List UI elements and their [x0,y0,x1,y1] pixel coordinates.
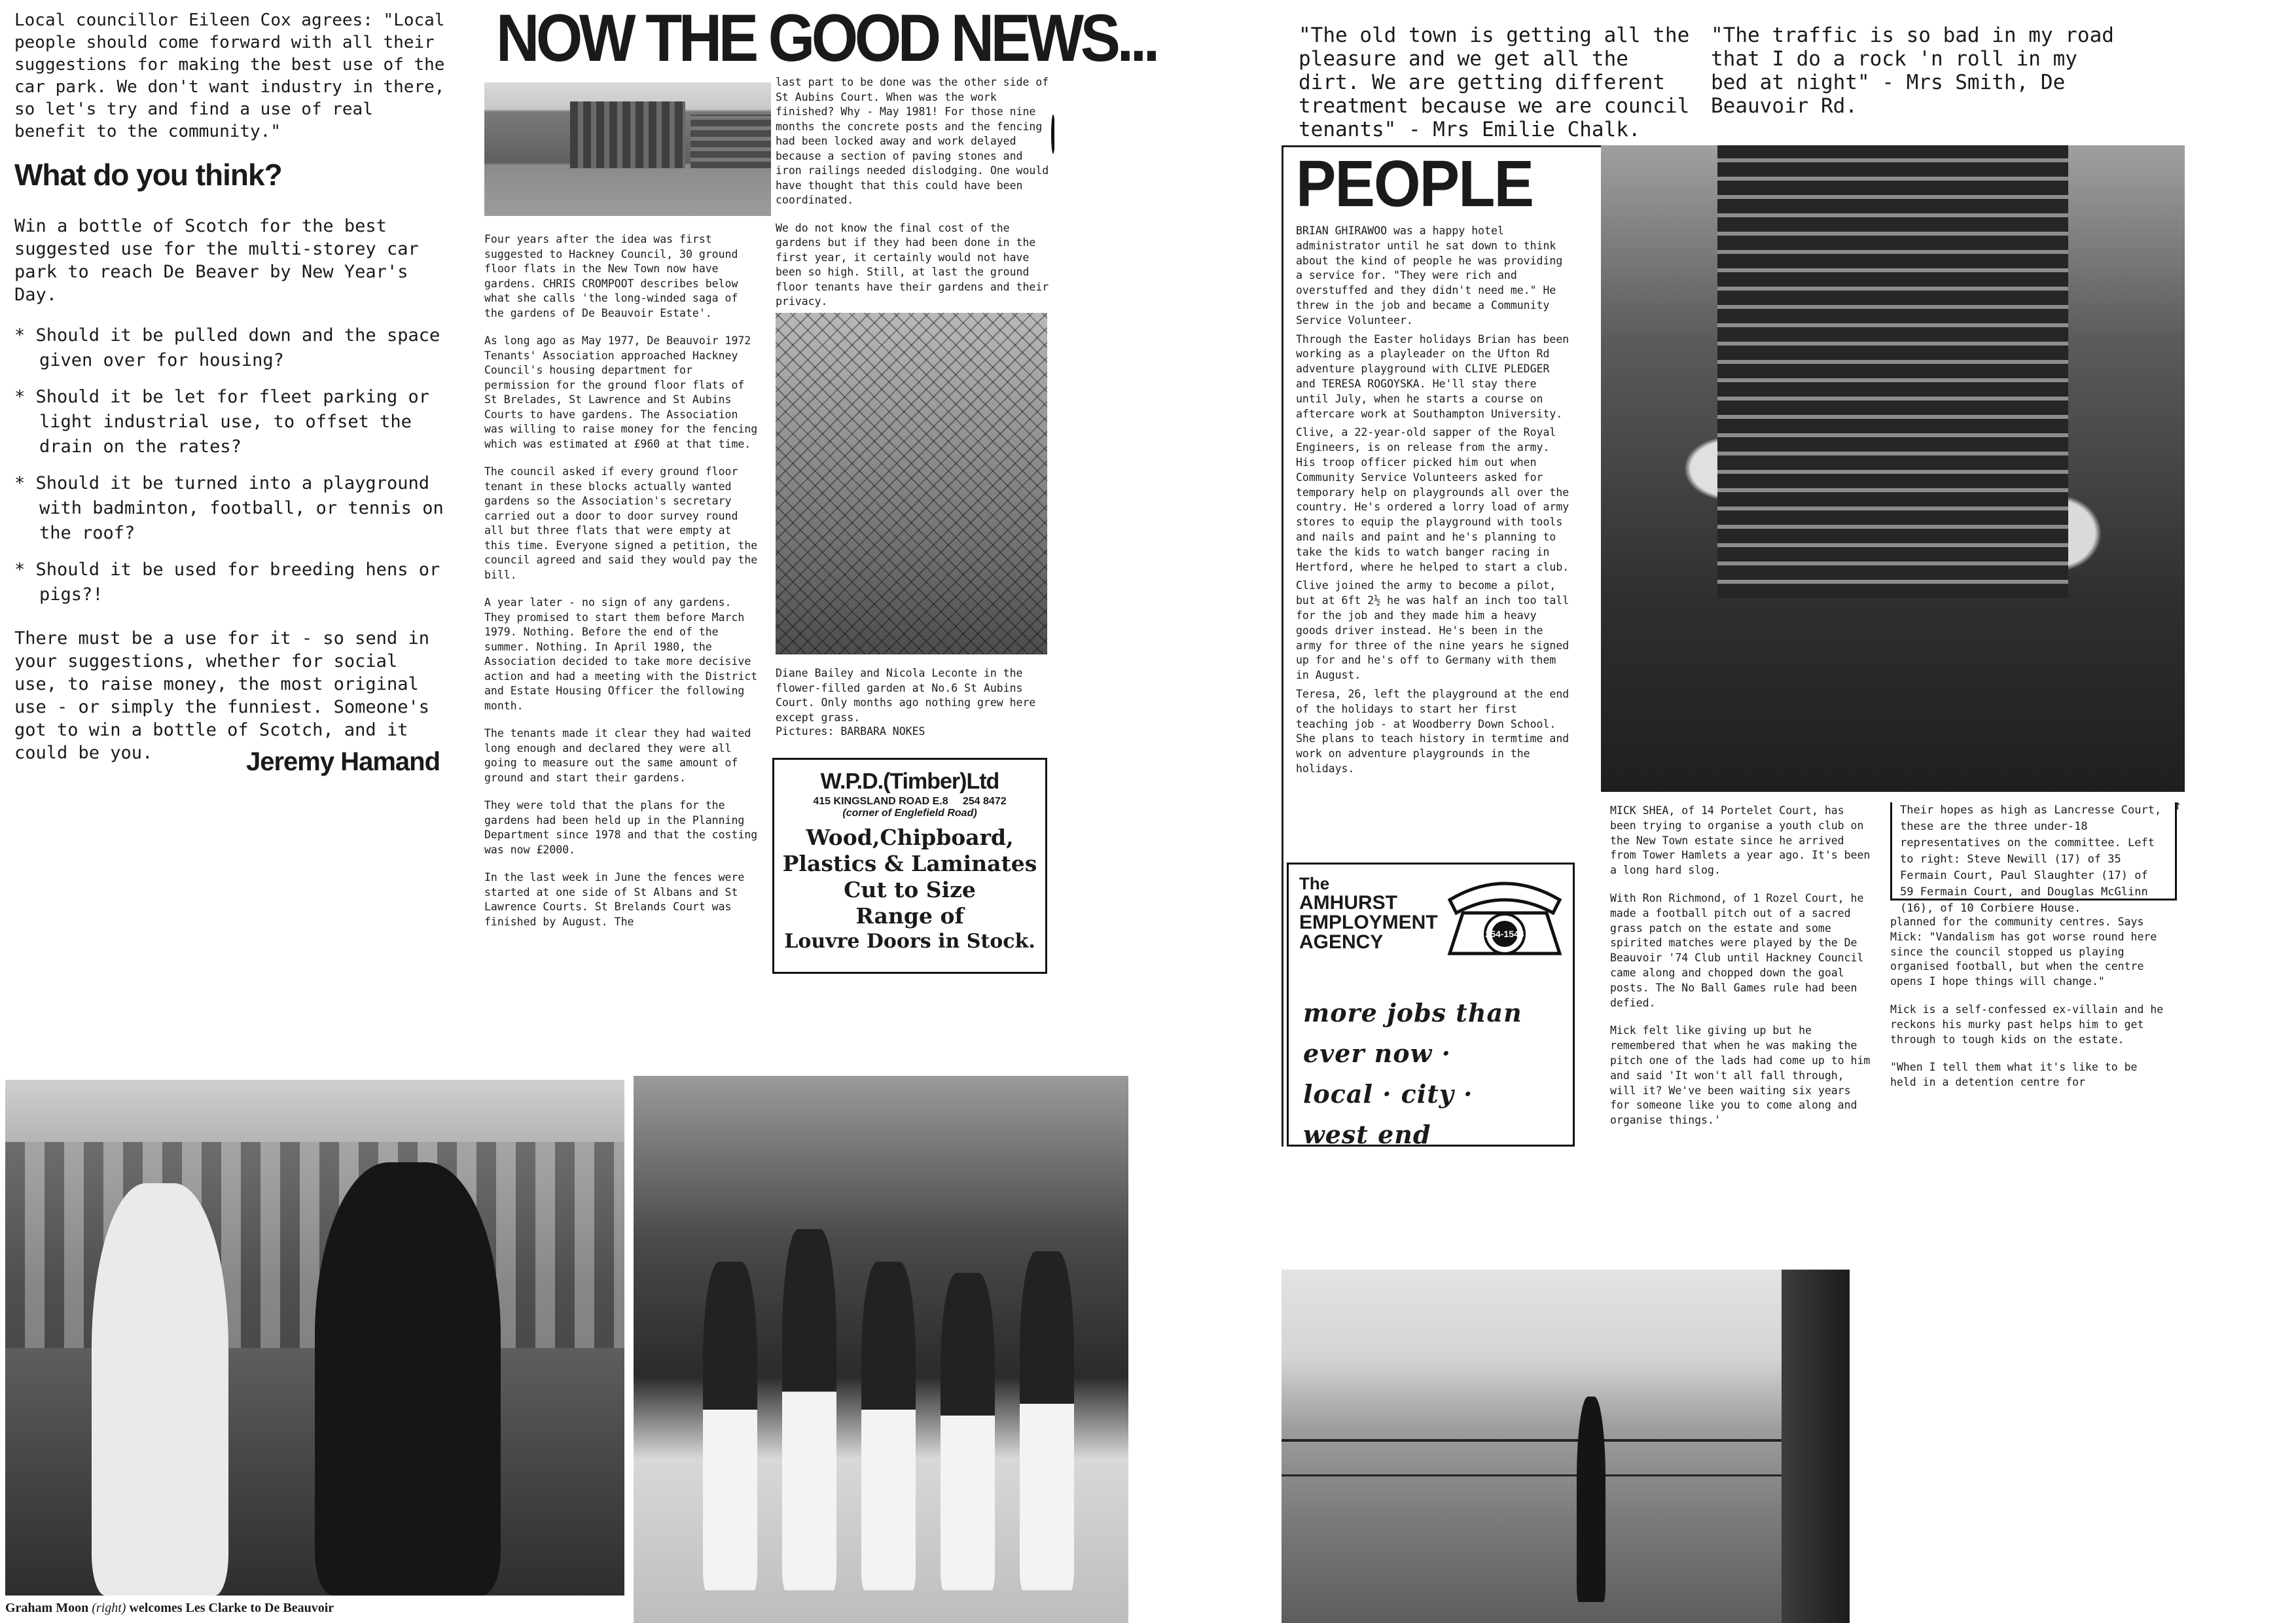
advert-line: Plastics & Laminates [782,851,1037,876]
advert-line: Range of [855,903,964,929]
what-do-you-think-heading: What do you think? [14,158,282,192]
caption-italic: (right) [92,1601,126,1615]
list-item: * Should it be used for breeding hens or pigs?! [14,560,440,605]
article-paragraph: Teresa, 26, left the playground at the end of the holidays to start her first teaching job - at Woodberry Down School. She plans to teach history in termtime and work on adventure playgrounds in the holidays. [1296,687,1570,775]
list-item: * Should it be turned into a playground with badminton, football, or tennis on the roof? [14,473,444,543]
article-paragraph: Through the Easter holidays Brian has been working as a playleader on the Ufton Rd adventure playground with CLIVE PLEDGER and TERESA ROGOYSKA. He'll stay there until July, when he starts a course on aftercare work at Southampton University. [1296,332,1570,420]
article-paragraph: The council asked if every ground floor tenant in these blocks actually wanted gardens so the Association's secretary carried out a door to door survey round all but three flats that were empty at this time. Everyone signed a petition, the council agreed and said they would pay the bill. [484,465,758,581]
people-page [1282,145,2185,1147]
list-item: * Should it be let for fleet parking or light industrial use, to offset the drain on the rates? [14,387,429,457]
morris-dancers-photo [634,1076,1128,1623]
wpd-timber-advert [772,758,1047,974]
agency-name [1299,874,1438,952]
caption-rest: welcomes Les Clarke to De Beauvoir [129,1601,334,1615]
amhurst-agency-advert [1287,863,1575,1147]
agency-name-line: AMHURST [1299,892,1397,914]
people-headline: PEOPLE [1296,147,1534,221]
column-edge-mark [1051,115,1055,154]
article-paragraph: last part to be done was the other side of St Aubins Court. When was the work finished? Why - May 1981! For those nine months the concrete posts and the fencing had been locked away and work delayed because a section of paving stones and iron railings needed dislodging. One would have thought that this could have been coordinated. [776,76,1049,206]
garden-photo-caption: Diane Bailey and Nicola Leconte in the flower-filled garden at No.6 St Aubins Court. Only months ago nothing grew here except grass. [776,667,1036,724]
youths-photo-caption-box [1890,797,2181,915]
slogan-line: ever now · [1303,1039,1451,1068]
advert-address-line [774,796,1045,808]
slogan-line: local · city · [1303,1079,1473,1109]
advert-line: Cut to Size [844,877,976,902]
slogan-line: more jobs than [1303,998,1522,1027]
smith-quote: "The traffic is so bad in my road that I do a rock 'n roll in my bed at night" - Mrs Smith, De Beauvoir Rd. [1711,24,2114,118]
boxed-caption: Their hopes as high as Lancresse Court, these are the three under-18 representatives on the committee. Left to right: Steve Newill (17) of 35 Fermain Court, Paul Slaughter (17) of 59 Fermain Court, and Douglas McGlinn (16), of 10 Corbiere House. [1900,804,2162,915]
handshake-caption [5,1601,334,1616]
dial-number: 254-1543 [1485,929,1524,939]
handshake-photo [5,1080,624,1596]
balcony-view-photo [1282,1270,1850,1623]
caption-name: Graham Moon [5,1601,89,1615]
agency-name-line: AGENCY [1299,931,1384,953]
article-paragraph: Mick is a self-confessed ex-villain and he reckons his murky past helps him to get through to tough kids on the estate. [1890,1003,2164,1046]
article-paragraph: As long ago as May 1977, De Beauvoir 1972 Tenants' Association approached Hackney Council's housing department for permission for the ground floor flats of St Brelades, St Lawrence and St Aubins Courts to have gardens. The Association was willing to raise money for the fencing which was estimated at £960 at that time. [484,334,758,450]
advert-address: 415 KINGSLAND ROAD E.8 [813,796,948,807]
pictures-credit: Pictures: BARBARA NOKES [776,725,925,738]
advert-line: Wood,Chipboard, [806,825,1014,850]
article-paragraph: They were told that the plans for the gardens had been held up in the Planning Department since 1978 and that the costing was now £2000. [484,799,758,856]
article-paragraph: Four years after the idea was first suggested to Hackney Council, 30 ground floor flats in the New Town now have gardens. CHRIS CROMPOOT describes below what she calls 'the long-winded saga of the gardens of De Beauvoir Estate'. [484,233,738,319]
advert-line: Louvre Doors in Stock. [784,930,1035,953]
article-paragraph: BRIAN GHIRAWOO was a happy hotel administrator until he sat down to think about the kind of people he was providing a service for. "They were rich and overstuffed and they didn't need me." He threw in the job and became a Community Service Volunteer. [1296,224,1563,327]
estate-flats-photo [484,82,771,216]
article-paragraph: With Ron Richmond, of 1 Rozel Court, he made a football pitch out of a sacred grass patch on the estate and some spirited matches were played by the De Beauvoir '74 Club until Hackney Council came along and chopped down the goal posts. The No Ball Games rule had been defied. [1610,891,1864,1009]
people-right-column [1890,915,2165,1137]
advert-phone: 254 8472 [962,796,1007,807]
article-paragraph: Mick felt like giving up but he remembered that when he was making the pitch one of the lads had come up to him and said 'It won't all fall through, will it? We've been waiting six years for someone like you to come along and organise things.' [1610,1024,1871,1127]
good-news-page [484,0,1157,995]
article-paragraph: In the last week in June the fences were started at one side of St Albans and St Lawrence Courts. St Brelands Court was finished by August. The [484,871,745,928]
article-paragraph: "When I tell them what it's like to be held in a detention centre for [1890,1061,2138,1089]
agency-slogan [1303,993,1522,1149]
competition-intro: Win a bottle of Scotch for the best suggested use for the multi-storey car park to reach De Beaver by New Year's Day. [14,216,419,305]
garden-photo [776,313,1047,654]
competition-closing: There must be a use for it - so send in your suggestions, whether for social use, to raise money, the most original use - or simply the funniest. Someone's got to win a bottle of Scotch, and it could be you. [14,628,429,763]
telephone-icon [1443,874,1566,959]
good-news-headline: NOW THE GOOD NEWS... [496,1,1157,75]
page-left-rule [1282,145,1283,1147]
article-paragraph: We do not know the final cost of the gardens but if they had been done in the first year, it certainly would not have been so high. Still, at last the ground floor tenants have their gardens and their privacy. [776,221,1049,308]
author-signature: Jeremy Hamand [245,747,440,776]
list-item: * Should it be pulled down and the space given over for housing? [14,325,440,370]
three-youths-photo [1601,145,2185,792]
councillor-quote: Local councillor Eileen Cox agrees: "Local people should come forward with all their suggestions for making the best use of the car park. We don't want industry in there, so let's try and find a use of real benefit to the community." [14,10,445,141]
people-left-column [1296,224,1571,781]
suggestion-list [14,323,446,607]
good-news-left-column [484,232,759,942]
arrow-up-icon: ↑ [2173,797,2181,813]
letter-page [14,9,446,777]
article-paragraph: Clive joined the army to become a pilot, but at 6ft 2½ he was half an inch too tall for the job and they made him a heavy goods driver instead. He's been in the army for three of the nine years he signed up for and he's off to Germany with them in August. [1296,579,1570,682]
agency-name-line: EMPLOYMENT [1299,912,1438,933]
article-paragraph: MICK SHEA, of 14 Portelet Court, has been trying to organise a youth club on the New Town estate since he arrived from Tower Hamlets a year ago. It's been a long hard slog. [1610,804,1871,877]
chalk-quote: "The old town is getting all the pleasure and we get all the dirt. We are getting different treatment because we are council tenants" - Mrs Emilie Chalk. [1299,24,1690,141]
agency-name-line: The [1299,874,1330,893]
good-news-right-column [776,75,1050,323]
advert-corner: (corner of Englefield Road) [842,808,977,819]
people-middle-column [1610,804,1872,1132]
article-paragraph: The tenants made it clear they had waited long enough and declared they were all going to measure out the same amount of ground and start their gardens. [484,727,751,784]
slogan-line: west end [1303,1120,1431,1149]
article-paragraph: planned for the community centres. Says Mick: "Vandalism has got worse round here since the council stopped us playing organised football, but when the centre opens I hope things will change." [1890,916,2157,988]
advert-company-name: W.P.D.(Timber)Ltd [820,769,999,794]
article-paragraph: A year later - no sign of any gardens. They promised to start them before March 1979. Nothing. Before the end of the summer. Nothing. In April 1980, the Association decided to take more decisive action and had a meeting with the District and Estate Housing Officer the following month. [484,596,758,712]
article-paragraph: Clive, a 22-year-old sapper of the Royal Engineers, is on release from the army. His troop officer picked him out when Community Service Volunteers asked for temporary help on playgrounds all over the country. He's ordered a lorry load of army stores to equip the playground with tools and nails and paint and he's planning to take the kids to watch banger racing in Hertford, where he helped to start a club. [1296,426,1570,573]
